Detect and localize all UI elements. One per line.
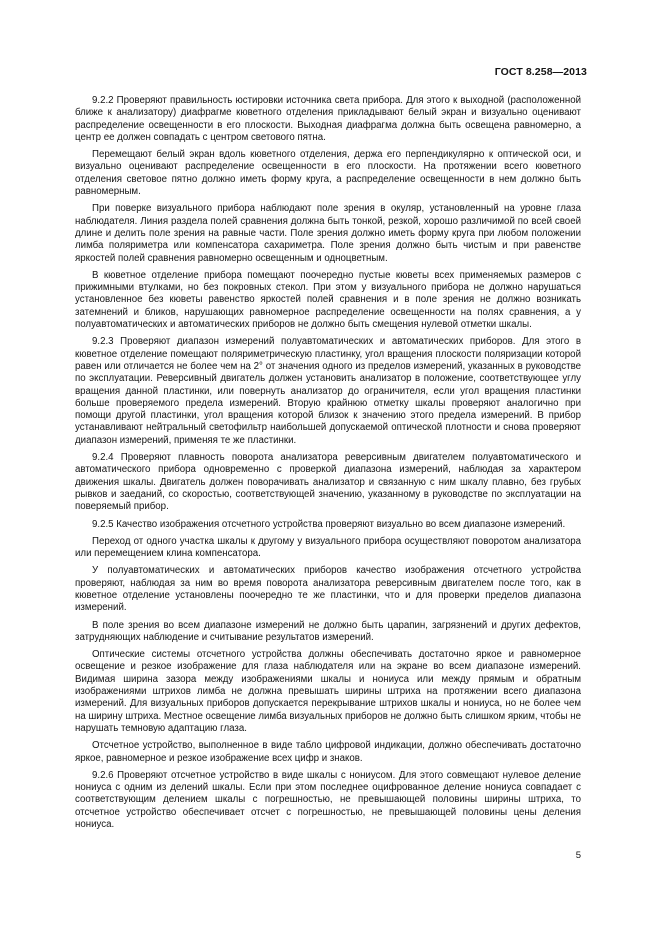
paragraph: В поле зрения во всем диапазоне измерений не должно быть царапин, загрязнений и других дефектов, затрудняющих наблюдение и считывание результатов измерений. [75, 619, 581, 643]
paragraph-9-2-5: 9.2.5 Качество изображения отсчетного устройства проверяют визуально во всем диапазоне измерений. [92, 518, 566, 530]
paragraph: У полуавтоматических и автоматических приборов качество изображения отсчетного устройства проверяют, наблюдая за ним во время поворота анализатора реверсивным двигателем после того, как в кюветное отделение установлены поочередно те же пластинки, что и для проверки пределов диапазона измерений. [75, 565, 581, 614]
paragraph: При поверке визуального прибора наблюдают поле зрения в окуляр, установленный на уровне глаза наблюдателя. Линия раздела полей сравнения должна быть тонкой, резкой, хорошо различимой по всей своей длине и делить поле зрения на равные части. Поле зрения должно иметь форму круга при любом положении лимба поляриметра или компенсатора сахариметра. Поле зрения должно быть чистым и при равенстве яркостей полей сравнения равномерно освещенным и одноцветным. [75, 203, 581, 264]
page-number: 5 [575, 850, 581, 861]
document-code-header: ГОСТ 8.258—2013 [494, 66, 587, 78]
paragraph: В кюветное отделение прибора помещают поочередно пустые кюветы всех применяемых размеров с прижимными втулками, но без покровных стекол. При этом у визуального прибора не должно нарушаться установленное без кюветы равенство яркостей полей сравнения и в поле зрения не должно возникать затемнений и бликов, нарушающих равномерное распределение освещенности на полях сравнения, а у полуавтоматических и автоматических приборов не должно быть смещения нулевой отметки шкалы. [75, 269, 581, 331]
paragraph: Отсчетное устройство, выполненное в виде табло цифровой индикации, должно обеспечивать достаточно яркое, равномерное и резкое изображение всех цифр и знаков. [75, 740, 581, 764]
paragraph-9-2-6: 9.2.6 Проверяют отсчетное устройство в виде шкалы с нониусом. Для этого совмещают нулевое деление нониуса с одним из делений шкалы. Если при этом последнее оцифрованное деление нониуса совпадает с соответствующим делением шкалы с погрешностью, не превышающей половины ширины штриха, то отсчетное устройство обеспечивает отсчет с погрешностью, не превышающей половины цены деления нониуса. [75, 769, 581, 831]
paragraph: Перемещают белый экран вдоль кюветного отделения, держа его перпендикулярно к оптической оси, и визуально оценивают распределение освещенности в его плоскости. На протяжении всего кюветного отделения световое пятно должно иметь форму круга, а распределение освещенности в нем должно быть равномерным. [75, 149, 581, 198]
paragraph-9-2-3: 9.2.3 Проверяют диапазон измерений полуавтоматических и автоматических приборов. Для этого в кюветное отделение помещают поляриметрическую пластинку, угол вращения плоскости поляризации которой равен или отличается не более чем на 2° от значения одного из пределов измерений, указанных в руководстве по эксплуатации. Реверсивный двигатель должен установить анализатор в положение, соответствующее углу вращения данной пластинки, или повернуть анализатор до ограничителя, если угол вращения пластинки больше проверяемого предела измерений. Вторую крайнюю отметку шкалы проверяют аналогично при помощи другой пластинки, угол вращения которой близок к значению этого предела измерений. В прибор устанавливают нейтральный светофильтр наибольшей допускаемой оптической плотности и снова проверяют диапазон измерений, применяя те же пластинки. [75, 336, 581, 446]
paragraph: Оптические системы отсчетного устройства должны обеспечивать достаточно яркое и равномерное освещение и резкое изображение для глаза наблюдателя или на экране во всем диапазоне измерений. Видимая ширина зазора между изображениями шкалы и нониуса или между прямым и обратным изображениями штрихов лимба не должна превышать ширины штриха на протяжении всего диапазона измерений. Для визуальных приборов допускается перекрывание штрихов шкалы и нониуса, но не более чем на ширину штриха. Местное освещение лимба визуальных приборов не должно быть слишком ярким, чтобы не нарушать темновую адаптацию глаза. [75, 649, 581, 734]
document-body [75, 95, 581, 836]
paragraph-9-2-4: 9.2.4 Проверяют плавность поворота анализатора реверсивным двигателем полуавтоматического и автоматического прибора одновременно с проверкой диапазона измерений, наблюдая за характером движения шкалы. Двигатель должен поворачивать анализатор и связанную с ним шкалу плавно, без грубых рывков и заеданий, со скоростью, соответствующей значению, указанному в руководстве по эксплуатации на поверяемый прибор. [75, 452, 581, 513]
paragraph-9-2-2: 9.2.2 Проверяют правильность юстировки источника света прибора. Для этого к выходной (расположенной ближе к анализатору) диафрагме кюветного отделения прикладывают белый экран и визуально оценивают распределение освещенности в его плоскости. Выходная диафрагма должна быть освещена равномерно, а центр ее должен совпадать с центром светового пятна. [75, 95, 581, 143]
paragraph: Переход от одного участка шкалы к другому у визуального прибора осуществляют поворотом анализатора или перемещением клина компенсатора. [75, 535, 581, 560]
